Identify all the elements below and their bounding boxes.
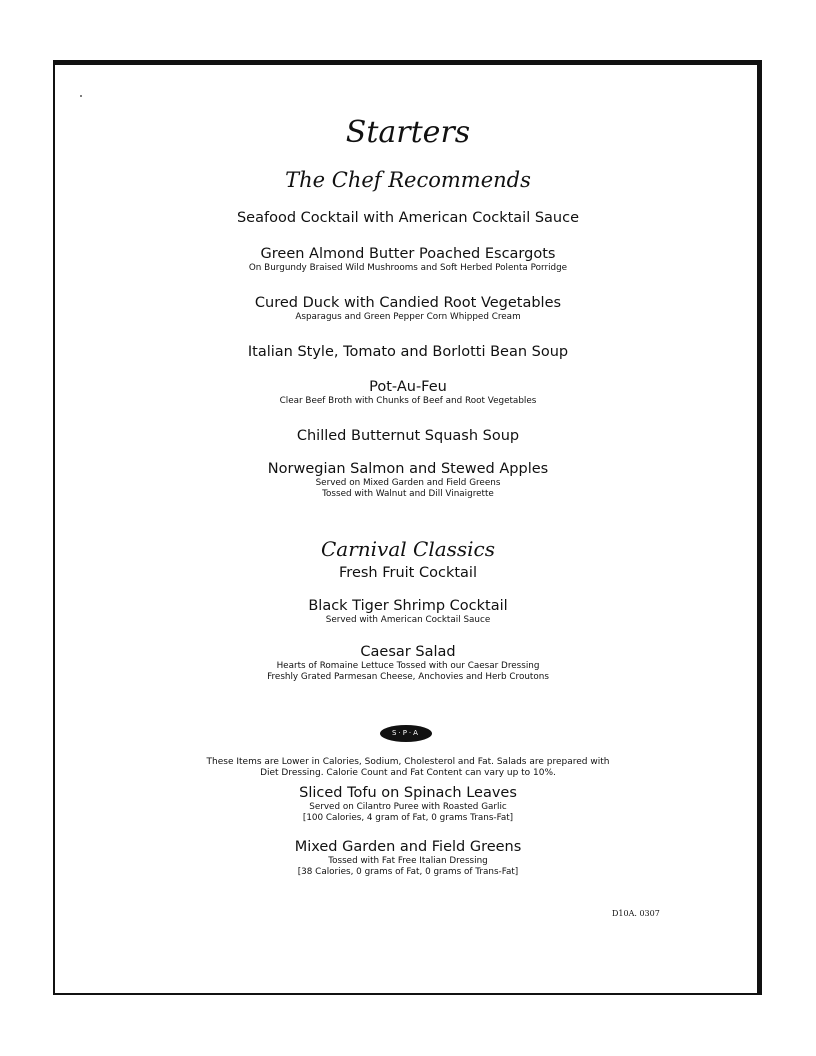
dish-name: Fresh Fruit Cocktail [339, 565, 477, 581]
dish-mixed-greens [0, 839, 816, 878]
dish-description: Served on Mixed Garden and Field Greens [315, 478, 501, 488]
dish-description: Served with American Cocktail Sauce [325, 615, 491, 625]
dish-fruit-cocktail [0, 565, 816, 582]
dish-description: Served on Cilantro Puree with Roasted Garlic [309, 802, 507, 812]
dish-name: Pot-Au-Feu [369, 379, 447, 395]
dish-name: Seafood Cocktail with American Cocktail Sauce [236, 210, 580, 226]
dish-squash-soup [0, 428, 816, 445]
dish-sliced-tofu [0, 785, 816, 824]
dish-description: Hearts of Romaine Lettuce Tossed with our Caesar Dressing [276, 661, 540, 671]
dish-name: Sliced Tofu on Spinach Leaves [299, 785, 517, 801]
menu-code: D10A. 0307 [612, 909, 660, 918]
dish-salmon [0, 461, 816, 500]
dish-description: [100 Calories, 4 gram of Fat, 0 grams Trans-Fat] [302, 813, 514, 823]
dish-seafood-cocktail [0, 210, 816, 227]
dish-name: Caesar Salad [360, 644, 456, 660]
dish-cured-duck [0, 295, 816, 323]
heading-chef-recommends: The Chef Recommends [285, 168, 531, 192]
dish-name: Cured Duck with Candied Root Vegetables [254, 295, 562, 311]
dish-pot-au-feu [0, 379, 816, 407]
heading-starters: Starters [345, 115, 471, 150]
dish-name: Black Tiger Shrimp Cocktail [308, 598, 508, 614]
spa-logo: S·P·A [380, 725, 432, 742]
dish-bean-soup [0, 344, 816, 361]
dish-name: Green Almond Butter Poached Escargots [260, 246, 556, 262]
dish-shrimp-cocktail [0, 598, 816, 626]
dish-name: Chilled Butternut Squash Soup [296, 428, 520, 444]
dish-description: Tossed with Walnut and Dill Vinaigrette [322, 489, 494, 499]
spa-note-line: Diet Dressing. Calorie Count and Fat Content can vary up to 10%. [260, 768, 556, 778]
spa-note-line: These Items are Lower in Calories, Sodium, Cholesterol and Fat. Salads are prepared with [206, 757, 610, 767]
dish-description: On Burgundy Braised Wild Mushrooms and Soft Herbed Polenta Porridge [248, 263, 568, 273]
dish-name: Norwegian Salmon and Stewed Apples [267, 461, 549, 477]
dish-name: Mixed Garden and Field Greens [294, 839, 522, 855]
dish-caesar-salad [0, 644, 816, 683]
dish-description: [38 Calories, 0 grams of Fat, 0 grams of Trans-Fat] [297, 867, 519, 877]
dish-description: Asparagus and Green Pepper Corn Whipped Cream [295, 312, 521, 322]
dish-description: Clear Beef Broth with Chunks of Beef and Root Vegetables [279, 396, 537, 406]
dish-escargots [0, 246, 816, 274]
dish-description: Tossed with Fat Free Italian Dressing [328, 856, 488, 866]
spa-note [0, 757, 816, 779]
scan-speck [80, 95, 82, 97]
dish-description: Freshly Grated Parmesan Cheese, Anchovies and Herb Croutons [267, 672, 549, 682]
dish-name: Italian Style, Tomato and Borlotti Bean Soup [247, 344, 569, 360]
heading-carnival-classics: Carnival Classics [320, 537, 496, 561]
